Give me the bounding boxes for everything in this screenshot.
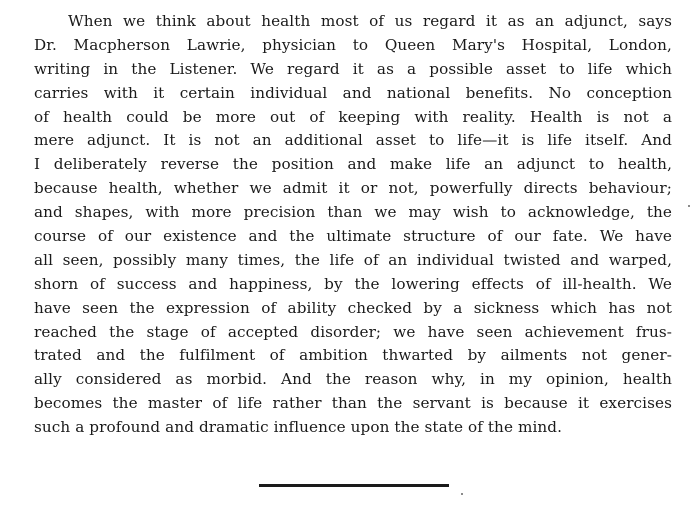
article-paragraph bbox=[34, 10, 672, 440]
article-line-15: trated and the fulfilment of ambition thwarted by ailments not gener- bbox=[34, 346, 672, 365]
article-line-2: Dr. Macpherson Lawrie, physician to Queen Mary's Hospital, London, bbox=[34, 35, 672, 54]
article-line-8: because health, whether we admit it or not, powerfully directs behaviour; bbox=[34, 179, 672, 198]
section-divider-rule bbox=[259, 484, 449, 487]
print-speck bbox=[461, 493, 463, 495]
article-line-9: and shapes, with more precision than we may wish to acknowledge, the bbox=[34, 203, 672, 222]
article-line-5: of health could be more out of keeping with reality. Health is not a bbox=[34, 107, 672, 126]
article-line-14: reached the stage of accepted disorder; we have seen achievement frus- bbox=[34, 322, 672, 341]
article-line-13: have seen the expression of ability checked by a sickness which has not bbox=[34, 298, 672, 317]
article-line-11: all seen, possibly many times, the life of an individual twisted and warped, bbox=[34, 250, 672, 269]
article-line-16: ally considered as morbid. And the reason why, in my opinion, health bbox=[34, 370, 672, 389]
article-line-3: writing in the Listener. We regard it as a possible asset to life which bbox=[34, 59, 672, 78]
print-speck bbox=[688, 205, 690, 207]
article-line-7: I deliberately reverse the position and make life an adjunct to health, bbox=[34, 155, 672, 174]
article-line-1: When we think about health most of us regard it as an adjunct, says bbox=[68, 12, 672, 30]
article-line-10: course of our existence and the ultimate structure of our fate. We have bbox=[34, 227, 672, 246]
article-line-18: such a profound and dramatic influence upon the state of the mind. bbox=[34, 418, 563, 437]
article-line-17: becomes the master of life rather than the servant is because it exercises bbox=[34, 394, 672, 413]
article-line-12: shorn of success and happiness, by the lowering effects of ill-health. We bbox=[34, 274, 672, 293]
article-line-6: mere adjunct. It is not an additional asset to life—it is life itself. And bbox=[34, 131, 672, 150]
article-line-4: carries with it certain individual and national benefits. No conception bbox=[34, 83, 672, 102]
